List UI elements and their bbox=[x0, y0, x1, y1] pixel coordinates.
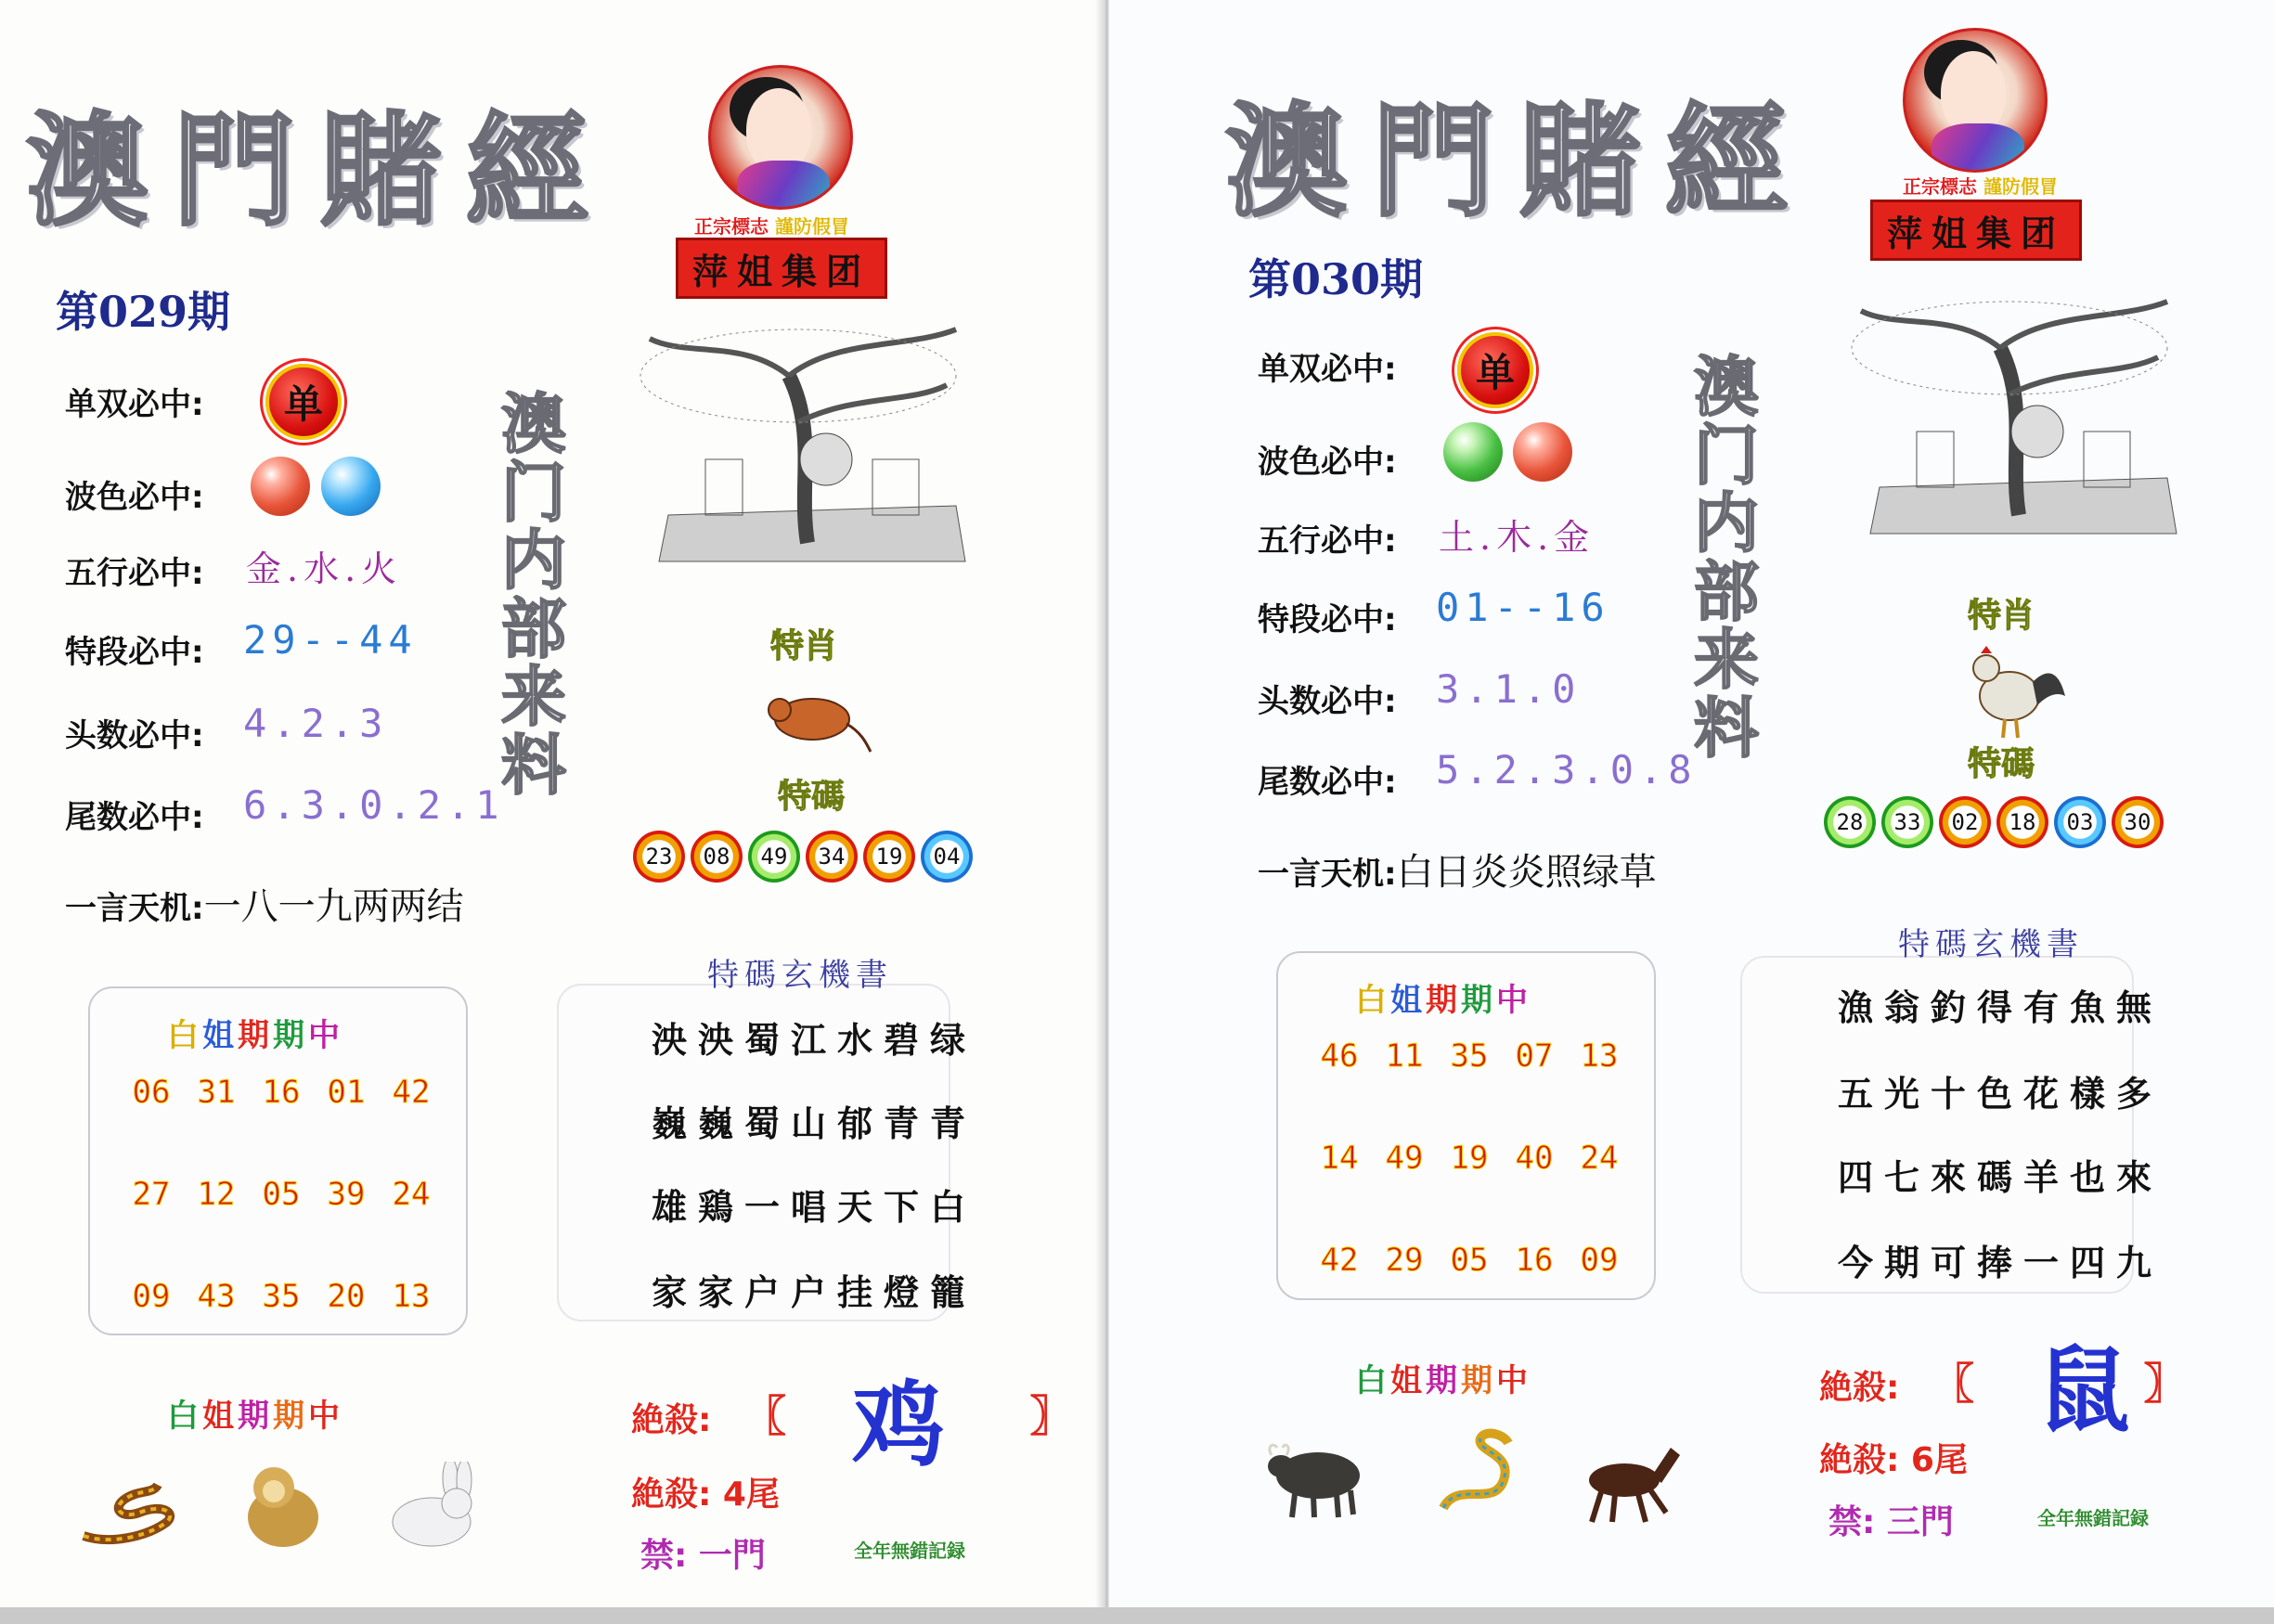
row-label: 单双必中: bbox=[65, 386, 204, 423]
issue-number: 第030期 bbox=[1248, 254, 1424, 304]
issue-number: 第029期 bbox=[56, 287, 231, 337]
te-xiao-label: 特肖 bbox=[1968, 597, 2035, 635]
dragon-icon bbox=[1429, 1424, 1531, 1527]
segment-value: 01--16 bbox=[1436, 585, 1610, 630]
number-ball: 03 bbox=[2054, 796, 2106, 848]
poem-line: 今期可捧一四九 bbox=[1838, 1242, 2164, 1283]
left-page bbox=[0, 0, 1109, 1624]
jin-men: 禁: 一門 bbox=[640, 1537, 766, 1575]
poem-line: 漁翁釣得有魚無 bbox=[1838, 986, 2164, 1028]
tree-sketch-icon bbox=[631, 320, 975, 580]
bottom-title: 白姐期期中 bbox=[167, 1398, 343, 1435]
row-label: 五行必中: bbox=[65, 555, 204, 592]
jin-men: 禁: 三門 bbox=[1828, 1503, 1954, 1541]
number-ball: 33 bbox=[1881, 796, 1933, 848]
row-label: 尾数必中: bbox=[1258, 764, 1397, 801]
box-numbers: 06 31 16 01 42 27 12 05 39 24 09 43 35 20 13 bbox=[132, 1074, 431, 1315]
te-ma-label: 特碼 bbox=[1968, 745, 2035, 783]
head-value: 4.2.3 bbox=[243, 701, 389, 746]
lady-logo-icon bbox=[708, 65, 853, 210]
jue-sha-animal: 鸡 bbox=[852, 1371, 945, 1479]
tree-sketch-icon bbox=[1842, 292, 2186, 552]
row-label: 头数必中: bbox=[1258, 683, 1397, 720]
te-ma-label: 特碼 bbox=[778, 778, 846, 816]
poem-line: 雄鶏一唱天下白 bbox=[652, 1186, 977, 1228]
number-ball: 49 bbox=[748, 831, 800, 883]
logo-caption: 正宗標志 謹防假冒 bbox=[694, 215, 849, 238]
wave-red-ball bbox=[251, 457, 310, 516]
poem-line: 四七來碼羊也來 bbox=[1838, 1156, 2164, 1198]
segment-value: 29--44 bbox=[243, 617, 418, 663]
record-note: 全年無錯記録 bbox=[854, 1540, 965, 1562]
vertical-slogan: 澳 门 内 部 来 料 bbox=[501, 385, 566, 804]
te-ma-numbers bbox=[1824, 796, 2164, 848]
vertical-slogan: 澳 门 内 部 来 料 bbox=[1694, 348, 1759, 767]
jue-sha-animal: 鼠 bbox=[2037, 1336, 2130, 1445]
lady-logo-icon bbox=[1903, 28, 2048, 173]
jue-sha-row: 絶殺: 〖 〗 bbox=[631, 1391, 1073, 1441]
rabbit-icon bbox=[381, 1462, 483, 1554]
number-ball: 08 bbox=[691, 831, 743, 883]
poem-line: 泱泱蜀江水碧绿 bbox=[652, 1019, 977, 1061]
row-label: 头数必中: bbox=[65, 717, 204, 754]
row-label: 特段必中: bbox=[65, 634, 204, 671]
wave-red-ball bbox=[1513, 422, 1572, 482]
tail-value: 6.3.0.2.1 bbox=[243, 782, 505, 828]
wave-green-ball bbox=[1443, 422, 1503, 482]
tail-value: 5.2.3.0.8 bbox=[1436, 747, 1698, 793]
te-ma-numbers bbox=[633, 831, 973, 883]
five-elements-value: 土.木.金 bbox=[1439, 517, 1596, 558]
row-label: 波色必中: bbox=[1258, 444, 1397, 481]
monkey-icon bbox=[232, 1462, 334, 1554]
box-title: 白姐期期中 bbox=[167, 1017, 343, 1054]
snake-icon bbox=[74, 1471, 186, 1545]
poem-title: 特碼玄機書 bbox=[707, 957, 893, 994]
poem-title: 特碼玄機書 bbox=[1898, 926, 2084, 963]
rooster-icon bbox=[1958, 640, 2070, 742]
page-title: 澳門賭經 bbox=[26, 99, 613, 243]
page-title: 澳門賭經 bbox=[1225, 90, 1812, 234]
number-ball: 02 bbox=[1939, 796, 1991, 848]
row-label: 五行必中: bbox=[1258, 522, 1397, 560]
rat-icon bbox=[761, 682, 872, 756]
yiyan-row: 一言天机:一八一九两两结 bbox=[65, 885, 464, 928]
poem-line: 五光十色花樣多 bbox=[1838, 1073, 2164, 1115]
bottom-title: 白姐期期中 bbox=[1355, 1362, 1531, 1399]
number-ball: 23 bbox=[633, 831, 685, 883]
logo-caption: 正宗標志 謹防假冒 bbox=[1903, 175, 2058, 198]
five-elements-value: 金.水.火 bbox=[246, 548, 403, 589]
number-ball: 30 bbox=[2112, 796, 2164, 848]
row-label: 尾数必中: bbox=[65, 799, 204, 836]
brand-box: 萍姐集团 bbox=[1870, 200, 2082, 261]
jue-sha-tail: 絶殺: 6尾 bbox=[1819, 1441, 1968, 1479]
row-label: 特段必中: bbox=[1258, 601, 1397, 638]
number-ball: 28 bbox=[1824, 796, 1876, 848]
yiyan-row: 一言天机:白日炎炎照绿草 bbox=[1258, 851, 1657, 894]
row-label: 单双必中: bbox=[1258, 351, 1397, 388]
wave-blue-ball bbox=[321, 457, 381, 516]
single-badge: 单 bbox=[265, 364, 342, 440]
brand-box: 萍姐集团 bbox=[676, 238, 887, 299]
poem-line: 巍巍蜀山郁青青 bbox=[652, 1102, 977, 1144]
horse-icon bbox=[1573, 1429, 1685, 1531]
right-page bbox=[1109, 0, 2274, 1624]
te-xiao-label: 特肖 bbox=[770, 627, 838, 665]
box-title: 白姐期期中 bbox=[1355, 982, 1531, 1019]
poem-line: 家家户户挂燈籠 bbox=[652, 1271, 977, 1313]
number-ball: 18 bbox=[1996, 796, 2048, 848]
number-ball: 34 bbox=[806, 831, 858, 883]
jue-sha-tail: 絶殺: 4尾 bbox=[631, 1476, 780, 1514]
ox-icon bbox=[1262, 1429, 1374, 1522]
head-value: 3.1.0 bbox=[1436, 666, 1582, 712]
box-numbers: 46 11 35 07 13 14 49 19 40 24 42 29 05 16 09 bbox=[1320, 1038, 1619, 1279]
number-ball: 19 bbox=[863, 831, 915, 883]
single-badge: 单 bbox=[1457, 332, 1533, 408]
bottom-edge bbox=[0, 1607, 2274, 1624]
jue-sha-row: 絶殺: 〖 〗 bbox=[1819, 1359, 2187, 1409]
record-note: 全年無錯記録 bbox=[2037, 1507, 2149, 1529]
row-label: 波色必中: bbox=[65, 479, 204, 516]
number-ball: 04 bbox=[921, 831, 973, 883]
